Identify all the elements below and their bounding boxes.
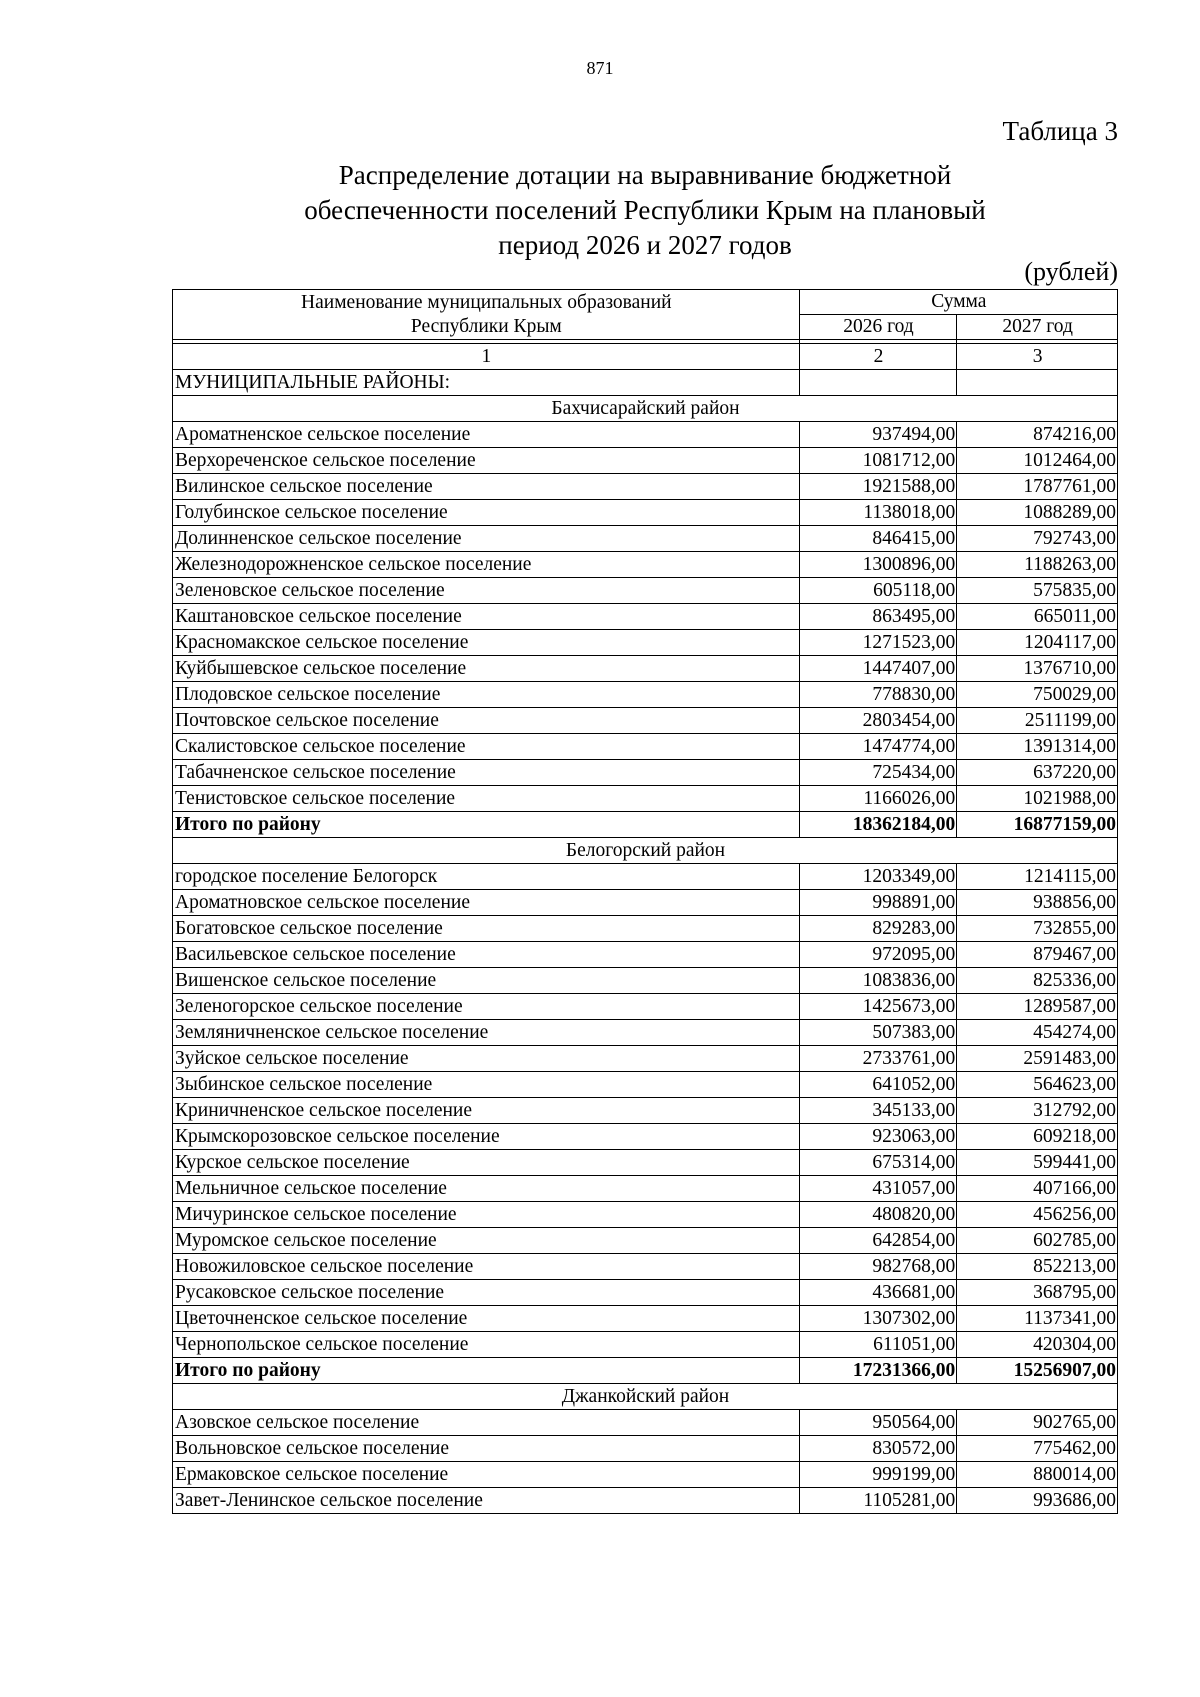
total-label: Итого по району (173, 1358, 800, 1384)
value-2027: 1088289,00 (957, 500, 1118, 526)
table-row (173, 760, 1118, 786)
settlement-name: Богатовское сельское поселение (173, 916, 800, 942)
value-2026: 846415,00 (799, 526, 957, 552)
settlement-name: Крымскорозовское сельское поселение (173, 1124, 800, 1150)
table-row (173, 578, 1118, 604)
settlement-name: Железнодорожненское сельское поселение (173, 552, 800, 578)
settlement-name: Тенистовское сельское поселение (173, 786, 800, 812)
table-row (173, 1098, 1118, 1124)
table-row (173, 1202, 1118, 1228)
value-2027: 420304,00 (957, 1332, 1118, 1358)
column-number-row (173, 344, 1118, 370)
value-2027: 792743,00 (957, 526, 1118, 552)
header-year-2027: 2027 год (957, 315, 1118, 340)
table-row (173, 942, 1118, 968)
title-line: обеспеченности поселений Республики Крым на плановый (304, 195, 986, 225)
value-2027: 456256,00 (957, 1202, 1118, 1228)
value-2026: 863495,00 (799, 604, 957, 630)
header-name-line1: Наименование муниципальных образований (301, 291, 672, 313)
table-label: Таблица 3 (1002, 116, 1118, 146)
value-2027: 879467,00 (957, 942, 1118, 968)
value-2026: 507383,00 (799, 1020, 957, 1046)
header-name-line2: Республики Крым (410, 315, 562, 337)
value-2026: 642854,00 (799, 1228, 957, 1254)
table-row (173, 1176, 1118, 1202)
page-number: 871 (586, 58, 614, 78)
table-row (173, 630, 1118, 656)
value-2027: 1188263,00 (957, 552, 1118, 578)
settlement-name: Табачненское сельское поселение (173, 760, 800, 786)
value-2027: 665011,00 (957, 604, 1118, 630)
table-row (173, 734, 1118, 760)
value-2027: 1012464,00 (957, 448, 1118, 474)
table-row (173, 1332, 1118, 1358)
settlement-name: Верхореченское сельское поселение (173, 448, 800, 474)
settlement-name: Почтовское сельское поселение (173, 708, 800, 734)
table-row (173, 604, 1118, 630)
table-row (173, 1488, 1118, 1514)
value-2026: 1300896,00 (799, 552, 957, 578)
table-row (173, 968, 1118, 994)
table-row (173, 786, 1118, 812)
value-2026: 1083836,00 (799, 968, 957, 994)
district-name: Белогорский район (173, 838, 1118, 864)
table-row (173, 1020, 1118, 1046)
settlement-name: Вишенское сельское поселение (173, 968, 800, 994)
section-row (173, 370, 1118, 396)
value-2027: 575835,00 (957, 578, 1118, 604)
units-label: (рублей) (1024, 257, 1118, 286)
column-number-1: 1 (173, 344, 800, 370)
header-year-2026: 2026 год (799, 315, 957, 340)
table-row (173, 1410, 1118, 1436)
value-2026: 982768,00 (799, 1254, 957, 1280)
value-2026: 937494,00 (799, 422, 957, 448)
value-2026: 998891,00 (799, 890, 957, 916)
total-2026: 18362184,00 (799, 812, 957, 838)
title-line: период 2026 и 2027 годов (498, 230, 792, 260)
value-2026: 830572,00 (799, 1436, 957, 1462)
table-row (173, 474, 1118, 500)
header-row (173, 290, 1118, 315)
value-2027: 1021988,00 (957, 786, 1118, 812)
district-total-row (173, 1358, 1118, 1384)
value-2027: 312792,00 (957, 1098, 1118, 1124)
settlement-name: Красномакское сельское поселение (173, 630, 800, 656)
table-row (173, 1150, 1118, 1176)
settlement-name: Плодовское сельское поселение (173, 682, 800, 708)
table-row (173, 1046, 1118, 1072)
settlement-name: Ермаковское сельское поселение (173, 1462, 800, 1488)
table-row (173, 890, 1118, 916)
title-line: Распределение дотации на выравнивание бюджетной (338, 160, 952, 190)
table-row (173, 656, 1118, 682)
value-2026: 675314,00 (799, 1150, 957, 1176)
settlement-name: Долинненское сельское поселение (173, 526, 800, 552)
value-2027: 852213,00 (957, 1254, 1118, 1280)
value-2026: 2803454,00 (799, 708, 957, 734)
value-2026: 605118,00 (799, 578, 957, 604)
table-row (173, 500, 1118, 526)
table-row (173, 682, 1118, 708)
table-row (173, 422, 1118, 448)
total-label: Итого по району (173, 812, 800, 838)
value-2027: 609218,00 (957, 1124, 1118, 1150)
value-2026: 1203349,00 (799, 864, 957, 890)
value-2026: 431057,00 (799, 1176, 957, 1202)
header-name-cell (173, 290, 800, 340)
settlement-name: Мичуринское сельское поселение (173, 1202, 800, 1228)
settlement-name: Земляничненское сельское поселение (173, 1020, 800, 1046)
table-row (173, 1228, 1118, 1254)
table-row (173, 1436, 1118, 1462)
value-2027: 902765,00 (957, 1410, 1118, 1436)
district-total-row (173, 812, 1118, 838)
column-number-2: 2 (799, 344, 957, 370)
value-2026: 778830,00 (799, 682, 957, 708)
table-row (173, 1072, 1118, 1098)
settlement-name: Курское сельское поселение (173, 1150, 800, 1176)
value-2026: 1105281,00 (799, 1488, 957, 1514)
value-2026: 1138018,00 (799, 500, 957, 526)
value-2026: 641052,00 (799, 1072, 957, 1098)
settlement-name: Вилинское сельское поселение (173, 474, 800, 500)
value-2027: 775462,00 (957, 1436, 1118, 1462)
settlement-name: Голубинское сельское поселение (173, 500, 800, 526)
settlement-name: Ароматненское сельское поселение (173, 422, 800, 448)
value-2026: 436681,00 (799, 1280, 957, 1306)
value-2026: 1447407,00 (799, 656, 957, 682)
table-row (173, 1254, 1118, 1280)
value-2026: 1271523,00 (799, 630, 957, 656)
value-2026: 1166026,00 (799, 786, 957, 812)
settlement-name: Криничненское сельское поселение (173, 1098, 800, 1124)
table-row (173, 526, 1118, 552)
value-2026: 1307302,00 (799, 1306, 957, 1332)
total-2027: 16877159,00 (957, 812, 1118, 838)
value-2027: 1214115,00 (957, 864, 1118, 890)
value-2026: 725434,00 (799, 760, 957, 786)
table-row (173, 916, 1118, 942)
value-2026: 950564,00 (799, 1410, 957, 1436)
value-2026: 972095,00 (799, 942, 957, 968)
value-2027: 368795,00 (957, 1280, 1118, 1306)
value-2027: 993686,00 (957, 1488, 1118, 1514)
settlement-name: Зуйское сельское поселение (173, 1046, 800, 1072)
value-2027: 2511199,00 (957, 708, 1118, 734)
settlement-name: Муромское сельское поселение (173, 1228, 800, 1254)
value-2027: 407166,00 (957, 1176, 1118, 1202)
value-2026: 1921588,00 (799, 474, 957, 500)
table-row (173, 448, 1118, 474)
value-2027: 637220,00 (957, 760, 1118, 786)
value-2026: 611051,00 (799, 1332, 957, 1358)
value-2027: 564623,00 (957, 1072, 1118, 1098)
value-2026: 480820,00 (799, 1202, 957, 1228)
document-title (200, 158, 1090, 263)
table-row (173, 1462, 1118, 1488)
settlement-name: Цветочненское сельское поселение (173, 1306, 800, 1332)
settlement-name: Зеленовское сельское поселение (173, 578, 800, 604)
value-2027: 825336,00 (957, 968, 1118, 994)
settlement-name: городское поселение Белогорск (173, 864, 800, 890)
value-2027: 938856,00 (957, 890, 1118, 916)
value-2027: 1376710,00 (957, 656, 1118, 682)
value-2027: 602785,00 (957, 1228, 1118, 1254)
district-name: Бахчисарайский район (173, 396, 1118, 422)
value-2027: 1787761,00 (957, 474, 1118, 500)
value-2027: 1289587,00 (957, 994, 1118, 1020)
settlement-name: Куйбышевское сельское поселение (173, 656, 800, 682)
district-header-row (173, 396, 1118, 422)
section-title: МУНИЦИПАЛЬНЫЕ РАЙОНЫ: (173, 370, 800, 396)
settlement-name: Скалистовское сельское поселение (173, 734, 800, 760)
value-2027: 874216,00 (957, 422, 1118, 448)
district-header-row (173, 1384, 1118, 1410)
district-name: Джанкойский район (173, 1384, 1118, 1410)
empty-cell (799, 370, 957, 396)
value-2026: 345133,00 (799, 1098, 957, 1124)
table-row (173, 552, 1118, 578)
value-2027: 880014,00 (957, 1462, 1118, 1488)
settlement-name: Зеленогорское сельское поселение (173, 994, 800, 1020)
settlement-name: Мельничное сельское поселение (173, 1176, 800, 1202)
value-2027: 1137341,00 (957, 1306, 1118, 1332)
settlement-name: Васильевское сельское поселение (173, 942, 800, 968)
value-2026: 1081712,00 (799, 448, 957, 474)
value-2027: 2591483,00 (957, 1046, 1118, 1072)
value-2026: 2733761,00 (799, 1046, 957, 1072)
value-2026: 1425673,00 (799, 994, 957, 1020)
value-2027: 732855,00 (957, 916, 1118, 942)
district-header-row (173, 838, 1118, 864)
empty-cell (957, 370, 1118, 396)
settlement-name: Каштановское сельское поселение (173, 604, 800, 630)
settlement-name: Ароматновское сельское поселение (173, 890, 800, 916)
value-2027: 1391314,00 (957, 734, 1118, 760)
table-row (173, 864, 1118, 890)
value-2026: 829283,00 (799, 916, 957, 942)
value-2026: 923063,00 (799, 1124, 957, 1150)
value-2027: 454274,00 (957, 1020, 1118, 1046)
value-2026: 1474774,00 (799, 734, 957, 760)
value-2027: 1204117,00 (957, 630, 1118, 656)
settlement-name: Русаковское сельское поселение (173, 1280, 800, 1306)
settlement-name: Вольновское сельское поселение (173, 1436, 800, 1462)
value-2027: 750029,00 (957, 682, 1118, 708)
settlement-name: Азовское сельское поселение (173, 1410, 800, 1436)
settlement-name: Зыбинское сельское поселение (173, 1072, 800, 1098)
settlement-name: Завет-Ленинское сельское поселение (173, 1488, 800, 1514)
table-row (173, 994, 1118, 1020)
subsidy-table (172, 289, 1118, 1514)
settlement-name: Новожиловское сельское поселение (173, 1254, 800, 1280)
table-row (173, 1124, 1118, 1150)
column-number-3: 3 (957, 344, 1118, 370)
total-2026: 17231366,00 (799, 1358, 957, 1384)
table-row (173, 1306, 1118, 1332)
value-2027: 599441,00 (957, 1150, 1118, 1176)
table-row (173, 1280, 1118, 1306)
settlement-name: Чернопольское сельское поселение (173, 1332, 800, 1358)
header-sum: Сумма (799, 290, 1117, 315)
table-row (173, 708, 1118, 734)
value-2026: 999199,00 (799, 1462, 957, 1488)
total-2027: 15256907,00 (957, 1358, 1118, 1384)
